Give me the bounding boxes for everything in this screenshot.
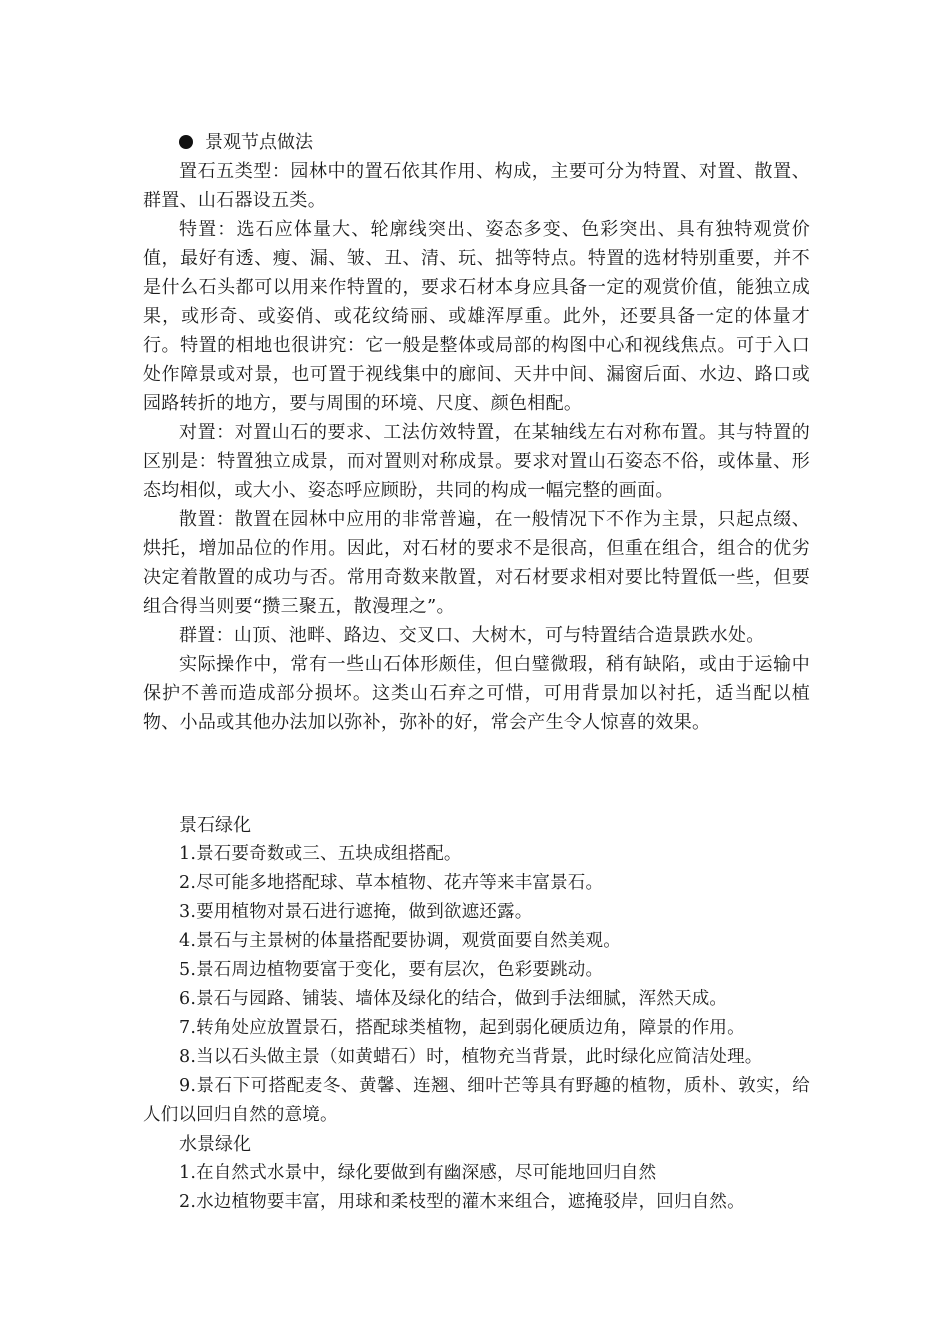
paragraph-stone-types: 置石五类型：园林中的置石依其作用、构成，主要可分为特置、对置、散置、群置、山石器设五类。 xyxy=(143,161,810,211)
list-item: 7.转角处应放置景石，搭配球类植物，起到弱化硬质边角，障景的作用。 xyxy=(179,1018,745,1038)
list-item: 1.景石要奇数或三、五块成组搭配。 xyxy=(179,844,462,864)
water-greening-title: 水景绿化 xyxy=(179,1134,251,1155)
list-item: 6.景石与园路、铺装、墙体及绿化的结合，做到手法细腻，浑然天成。 xyxy=(179,989,728,1009)
list-item: 9.景石下可搭配麦冬、黄馨、连翘、细叶芒等具有野趣的植物，质朴、敦实，给人们以回归自然的意境。 xyxy=(143,1076,810,1125)
paragraph-special-placement: 特置：选石应体量大、轮廓线突出、姿态多变、色彩突出、具有独特观赏价值，最好有透、瘦、漏、皱、丑、清、玩、拙等特点。特置的选材特别重要，并不是什么石头都可以用来作特置的，要求石材本身应具备一定的观赏价值，能独立成果，或形奇、或姿俏、或花纹绮丽、或雄浑厚重。此外，还要具备一定的体量才行。特置的相地也很讲究：它一般是整体或局部的构图中心和视线焦点。可于入口处作障景或对景，也可置于视线集中的廊间、天井中间、漏窗后面、水边、路口或园路转折的地方，要与周围的环境、尺度、颜色相配。 xyxy=(143,219,810,414)
list-item: 4.景石与主景树的体量搭配要协调，观赏面要自然美观。 xyxy=(179,931,621,951)
stone-greening-title: 景石绿化 xyxy=(179,815,251,836)
section-title: 景观节点做法 xyxy=(205,132,313,153)
list-item: 8.当以石头做主景（如黄蜡石）时，植物充当背景，此时绿化应简洁处理。 xyxy=(179,1047,763,1067)
list-item: 3.要用植物对景石进行遮掩，做到欲遮还露。 xyxy=(179,902,533,922)
paragraph-pair-placement: 对置：对置山石的要求、工法仿效特置，在某轴线左右对称布置。其与特置的区别是：特置独立成景，而对置则对称成景。要求对置山石姿态不俗，或体量、形态均相似，或大小、姿态呼应顾盼，共同的构成一幅完整的画面。 xyxy=(143,422,810,501)
list-item: 1.在自然式水景中，绿化要做到有幽深感，尽可能地回归自然 xyxy=(179,1163,657,1183)
paragraph-group-placement: 群置：山顶、池畔、路边、交叉口、大树木，可与特置结合造景跌水处。 xyxy=(179,625,765,646)
section-heading xyxy=(143,128,810,157)
paragraph-scattered-placement: 散置：散置在园林中应用的非常普遍，在一般情况下不作为主景，只起点缀、烘托，增加品位的作用。因此，对石材的要求不是很高，但重在组合，组合的优劣决定着散置的成功与否。常用奇数来散置，对石材要求相对要比特置低一些，但要组合得当则要“攒三聚五，散漫理之”。 xyxy=(143,509,810,617)
bullet-icon xyxy=(179,135,193,149)
spacer xyxy=(143,737,810,811)
list-item: 2.水边植物要丰富，用球和柔枝型的灌木来组合，遮掩驳岸，回归自然。 xyxy=(179,1192,745,1212)
paragraph-practical-operation: 实际操作中，常有一些山石体形颇佳，但白璧微瑕，稍有缺陷，或由于运输中保护不善而造成部分损坏。这类山石弃之可惜，可用背景加以衬托，适当配以植物、小品或其他办法加以弥补，弥补的好，常会产生令人惊喜的效果。 xyxy=(143,654,810,733)
document-page xyxy=(143,128,810,1217)
list-item: 2.尽可能多地搭配球、草本植物、花卉等来丰富景石。 xyxy=(179,873,604,893)
list-item: 5.景石周边植物要富于变化，要有层次，色彩要跳动。 xyxy=(179,960,604,980)
